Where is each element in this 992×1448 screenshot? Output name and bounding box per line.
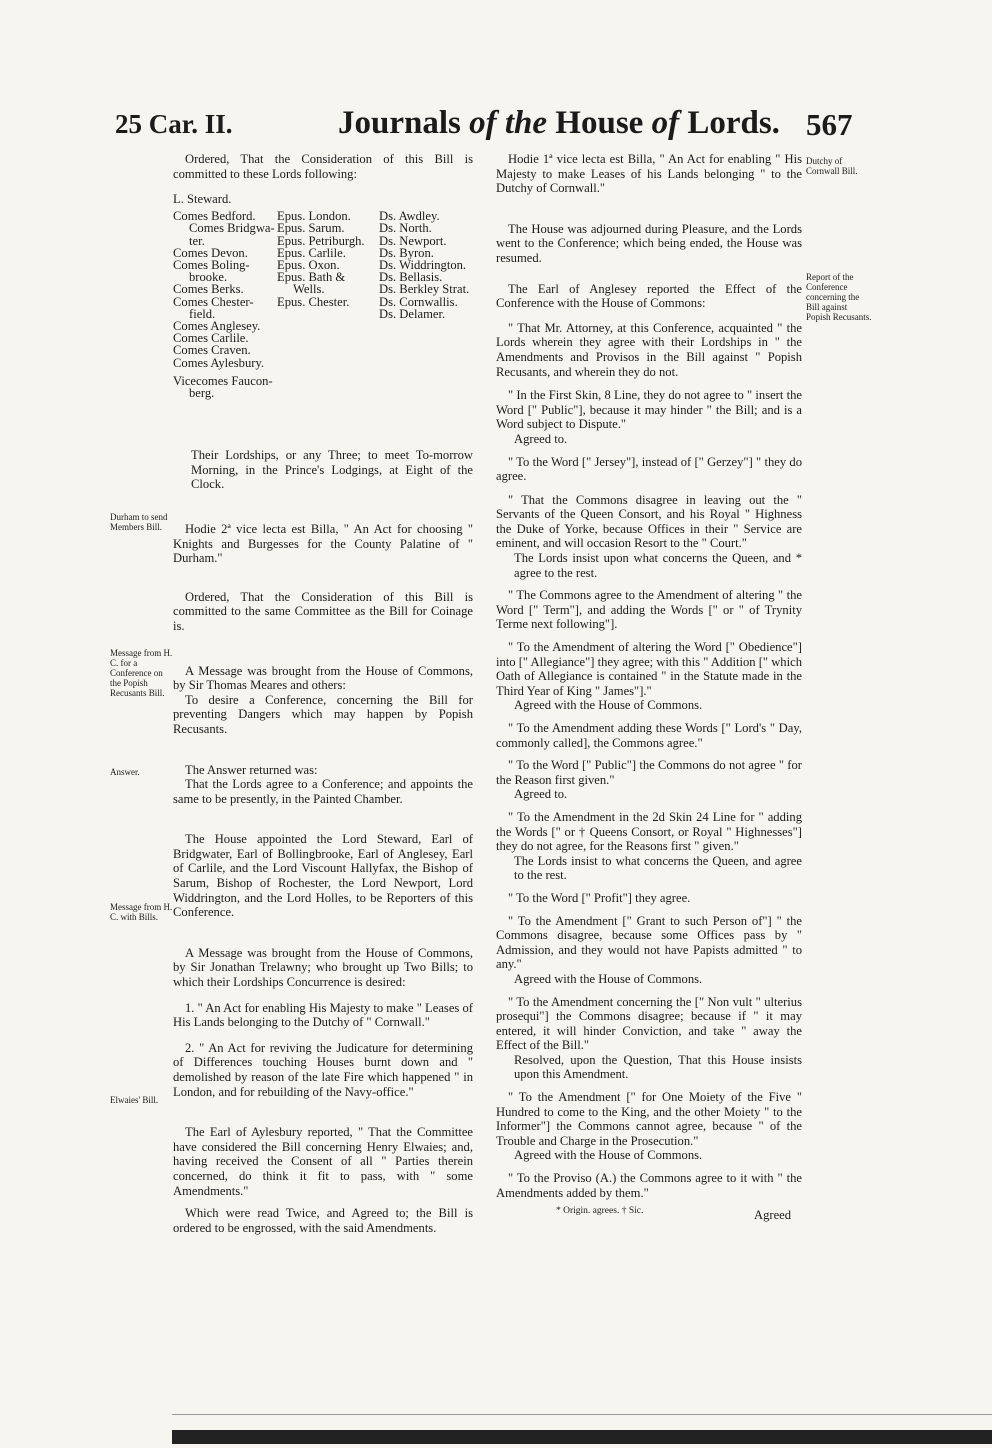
report-r7: " That the Commons disagree in leaving out the " Servants of the Queen Consort, and his Royal " Highness the Duke of Yorke, because Offices in their " Service are eminent, and will occasion Resort to the " Court." bbox=[496, 492, 802, 551]
cornwall-first-reading: Hodie 1ª vice lecta est Billa, " An Act for enabling " His Majesty to make Leases of his Lands belonging " to the Dutchy of Cornwall." bbox=[496, 152, 802, 196]
margin-note-report: Report of the Conference concerning the Bill against Popish Recusants. bbox=[806, 272, 872, 322]
margin-note-durham: Durham to send Members Bill. bbox=[110, 512, 168, 532]
report-r8: " The Commons agree to the Amendment of altering " the Word [" Term"], and adding the Words [" or " of Trynity Terme next following"]. bbox=[496, 588, 802, 632]
report-r14a: Agreed with the House of Commons. bbox=[514, 971, 703, 986]
regnal-year: 25 Car. II. bbox=[115, 109, 233, 139]
margin-note-cornwall: Dutchy of Cornwall Bill. bbox=[806, 156, 858, 176]
page-edge-line bbox=[172, 1414, 992, 1415]
committee-list bbox=[173, 192, 473, 440]
order-committee: Ordered, That the Consideration of this Bill is committed to these Lords following: bbox=[173, 152, 473, 181]
margin-note-elwaies: Elwaies' Bill. bbox=[110, 1095, 159, 1105]
report-r16a: Agreed with the House of Commons. bbox=[514, 1148, 703, 1163]
comes-column: Comes Bedford. Comes Bridgwa- ter. Comes Devon. Comes Boling- brooke. Comes Berks. Comes Chester- field. Comes Anglesey. Comes Carlile. Comes Craven. Comes Aylesbury. Vicecomes Faucon- berg. bbox=[173, 209, 275, 401]
durham-bill: Hodie 2ª vice lecta est Billa, " An Act for choosing " Knights and Burgesses for the County Palatine of " Durham." bbox=[173, 521, 473, 566]
margin-note-message2: Message from H. C. with Bills. bbox=[110, 902, 173, 922]
epus-column: Epus. London. Epus. Sarum. Epus. Petriburgh. Epus. Carlile. Epus. Oxon. Epus. Bath & Wells. Epus. Chester. bbox=[277, 209, 365, 309]
bill-fire: 2. " An Act for reviving the Judicature for determining of Differences touching Houses burnt down and " demolished by reason of the late Fire which happened " in London, and for rebuilding of the Navy-office." bbox=[173, 1040, 473, 1099]
report-r5a: Agreed to. bbox=[514, 431, 568, 446]
bill-cornwall: 1. " An Act for enabling His Majesty to make " Leases of His Lands belonging to the Dutchy of " Cornwall." bbox=[173, 1000, 473, 1030]
conference-request: To desire a Conference, concerning the Bill for preventing Dangers which may happen by Popish Recusants. bbox=[173, 692, 473, 736]
reporters-appointed: The House appointed the Lord Steward, Earl of Bridgwater, Earl of Bollingbrooke, Earl of Anglesey, Earl of Carlile, and the Lord Viscount Hallyfax, the Bishop of Sarum, Bishop of Rochester, the Lord Newport, Lord Widdrington, and the Lord Holles, to be Reporters of this Conference. bbox=[173, 832, 473, 920]
report-r16: " To the Amendment [" for One Moiety of the Five " Hundred to come to the King, and the other Moiety " to the Informer"] the Commons cannot agree, because " of the Trouble and Charge in the Prosecution." bbox=[496, 1090, 802, 1148]
right-column bbox=[496, 152, 802, 1219]
report-r7a: The Lords insist upon what concerns the Queen, and * agree to the rest. bbox=[514, 551, 802, 580]
left-column bbox=[173, 152, 473, 1246]
footnotes: * Origin. agrees. † Sic. bbox=[556, 1206, 644, 1217]
report-r17: " To the Proviso (A.) the Commons agree to it with " the Amendments added by them." bbox=[496, 1171, 802, 1200]
journal-title: Journals of the House of Lords. bbox=[338, 105, 780, 141]
report-r10: " To the Amendment adding these Words [" Lord's " Day, commonly called], the Commons agree." bbox=[496, 721, 802, 750]
adjournment: The House was adjourned during Pleasure, and the Lords went to the Conference; which being ended, the House was resumed. bbox=[496, 221, 802, 265]
answer-text: That the Lords agree to a Conference; and appoints the same to be presently, in the Painted Chamber. bbox=[173, 777, 473, 806]
report-r15: " To the Amendment concerning the [" Non vult " ulterius prosequi"] the Commons disagree; because if " it may entered, it will hinder Conviction, and take " away the Effect of the Bill." bbox=[496, 994, 802, 1053]
catchword: Agreed bbox=[754, 1208, 792, 1222]
report-r9a: Agreed with the House of Commons. bbox=[514, 698, 703, 713]
report-r9: " To the Amendment of altering the Word [" Obedience"] into [" Allegiance"] they agree; with this " Addition [" which Oath of Allegiance is contained " in the Statute made in the Third Year of King " James"]." bbox=[496, 640, 802, 698]
elwaies-report: The Earl of Aylesbury reported, " That the Committee have considered the Bill concerning Henry Elwaies; and, having received the Consent of all " Parties therein concerned, do think it fit to pass, with " some Amendments." bbox=[173, 1125, 473, 1198]
ds-column: Ds. Awdley. Ds. North. Ds. Newport. Ds. Byron. Ds. Widdrington. Ds. Bellasis. Ds. Berkley Strat. Ds. Cornwallis. Ds. Delamer. bbox=[379, 209, 470, 321]
elwaies-order: Which were read Twice, and Agreed to; the Bill is ordered to be engrossed, with the said Amendments. bbox=[173, 1206, 473, 1235]
report-r11: " To the Word [" Public"] the Commons do not agree " for the Reason first given." bbox=[496, 758, 802, 787]
margin-note-answer: Answer. bbox=[110, 767, 140, 777]
answer-returned: The Answer returned was: bbox=[185, 762, 318, 777]
report-r12: " To the Amendment in the 2d Skin 24 Line for " adding the Words [" or † Queens Consort, or Royal " Highnesses"] they do not agree, for the Reasons first " given." bbox=[496, 809, 802, 854]
report-r11a: Agreed to. bbox=[514, 787, 568, 802]
report-r4: " That Mr. Attorney, at this Conference, acquainted " the Lords wherein they agree with their Lordships in " the Amendments and Provisos in the Bill against " Popish Recusants, and wherein they do not. bbox=[496, 320, 802, 379]
meeting-note: Their Lordships, or any Three; to meet To-morrow Morning, in the Prince's Lodgings, at Eight of the Clock. bbox=[191, 448, 473, 492]
report-r5: " In the First Skin, 8 Line, they do not agree to " insert the Word [" Public"], because it may hinder " the Bill; and is a Word subject to Dispute." bbox=[496, 388, 802, 432]
page-number: 567 bbox=[806, 107, 853, 142]
report-r13: " To the Word [" Profit"] they agree. bbox=[508, 890, 691, 905]
report-r6: " To the Word [" Jersey"], instead of [" Gerzey"] " they do agree. bbox=[496, 454, 802, 484]
anglesey-report: The Earl of Anglesey reported the Effect of the Conference with the House of Commons: bbox=[496, 281, 802, 311]
page-header bbox=[0, 103, 992, 147]
message-commons-2: A Message was brought from the House of Commons, by Sir Jonathan Trelawny; who brought up Two Bills; to which their Lordships Concurrence is desired: bbox=[173, 945, 473, 990]
report-r14: " To the Amendment [" Grant to such Person of"] " the Commons disagree, because some Offices pass by " Admission, and they would not have Papists admitted " to any." bbox=[496, 913, 802, 972]
report-r12a: The Lords insist to what concerns the Queen, and agree to the rest. bbox=[514, 853, 802, 883]
durham-order: Ordered, That the Consideration of this Bill is committed to the same Committee as the Bill for Coinage is. bbox=[173, 589, 473, 633]
report-r15a: Resolved, upon the Question, That this House insists upon this Amendment. bbox=[514, 1052, 802, 1082]
lord-steward: L. Steward. bbox=[173, 192, 232, 207]
page-bottom-bar bbox=[172, 1430, 992, 1444]
margin-note-message1: Message from H. C. for a Conference on the Popish Recusants Bill. bbox=[110, 648, 173, 698]
message-commons-1: A Message was brought from the House of Commons, by Sir Thomas Meares and others: bbox=[173, 663, 473, 693]
